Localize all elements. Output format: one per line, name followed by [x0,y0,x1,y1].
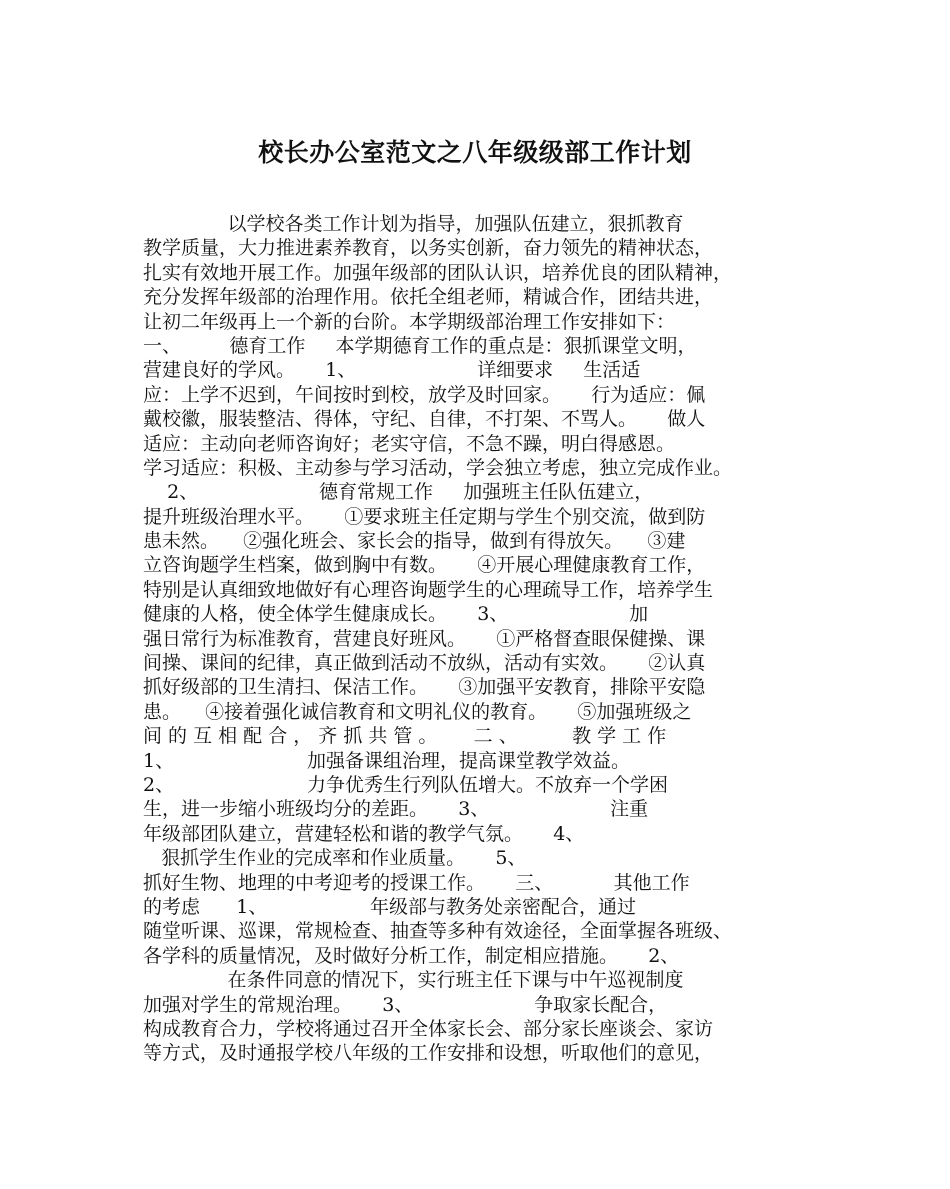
body-text-line: 应：上学不迟到，午间按时到校，放学及时回家。 行为适应：佩 [143,383,706,406]
body-text-line: 特别是认真细致地做好有心理咨询题学生的心理疏导工作，培养学生 [143,578,714,601]
body-text-line: 年级部团队建立，营建轻松和谐的教学气氛。 4、 [143,822,585,845]
body-text-line: 2、 力争优秀生行列队伍增大。不放弃一个学困 [143,773,668,796]
body-text-line: 等方式，及时通报学校八年级的工作安排和设想，听取他们的意见， [143,1042,714,1065]
body-text-line: 让初二年级再上一个新的台阶。本学期级部治理工作安排如下： [143,310,676,333]
body-text-line: 间操、课间的纪律，真正做到活动不放纵，活动有实效。 ②认真 [143,652,706,675]
body-text-line: 间 的 互 相 配 合 ， 齐 抓 共 管 。 二 、 教 学 工 作 [143,725,667,748]
body-text-line: 充分发挥年级部的治理作用。依托全组老师，精诚合作，团结共进， [143,286,714,309]
body-text-line: 扎实有效地开展工作。加强年级部的团队认识，培养优良的团队精神， [143,261,733,284]
body-text-line: 1、 加强备课组治理，提高课堂教学效益。 [143,749,630,772]
body-text-line: 2、 德育常规工作 加强班主任队伍建立， [143,481,654,504]
body-text-line: 适应：主动向老师咨询好；老实守信，不急不躁，明白得感恩。 [143,432,676,455]
body-text-line: 强日常行为标准教育，营建良好班风。 ①严格督查眼保健操、课 [143,627,706,650]
body-text-line: 构成教育合力，学校将通过召开全体家长会、部分家长座谈会、家访 [143,1017,714,1040]
body-text-line: 狠抓学生作业的完成率和作业质量。 5、 [143,847,527,870]
body-text-line: 患。 ④接着强化诚信教育和文明礼仪的教育。 ⑤加强班级之 [143,700,692,723]
body-text-line: 各学科的质量情况，及时做好分析工作，制定相应措施。 2、 [143,944,680,967]
body-text-line: 营建良好的学风。 1、 详细要求 生活适 [143,359,641,382]
body-text-line: 教学质量，大力推进素养教育，以务实创新，奋力领先的精神状态， [143,237,714,260]
document-title: 校长办公室范文之八年级级部工作计划 [258,138,692,167]
body-text-line: 生，进一步缩小班级均分的差距。 3、 注重 [143,798,649,821]
document-body [143,212,813,1066]
body-text-line: 学习适应：积极、主动参与学习活动，学会独立考虑，独立完成作业。 [143,456,733,479]
body-text-line: 的考虑 1、 年级部与教务处亲密配合，通过 [143,895,636,918]
body-text-line: 随堂听课、巡课，常规检查、抽查等多种有效途径，全面掌握各班级、 [143,920,733,943]
body-text-line: 戴校徽，服装整洁、得体，守纪、自律，不打架、不骂人。 做人 [143,408,706,431]
body-text-line: 在条件同意的情况下，实行班主任下课与中午巡视制度 [143,969,684,992]
body-text-line: 加强对学生的常规治理。 3、 争取家长配合， [143,993,668,1016]
body-text-line: 立咨询题学生档案，做到胸中有数。 ④开展心理健康教育工作， [143,554,706,577]
body-text-line: 患未然。 ②强化班会、家长会的指导，做到有得放矢。 ③建 [143,530,686,553]
body-text-line: 提升班级治理水平。 ①要求班主任定期与学生个别交流，做到防 [143,505,706,528]
body-text-line: 一、 德育工作 本学期德育工作的重点是：狠抓课堂文明， [143,334,697,357]
body-text-line: 抓好级部的卫生清扫、保洁工作。 ③加强平安教育，排除平安隐 [143,676,706,699]
body-text-line: 抓好生物、地理的中考迎考的授课工作。 三、 其他工作 [143,871,690,894]
body-text-line: 健康的人格，使全体学生健康成长。 3、 加 [143,603,649,626]
body-text-line: 以学校各类工作计划为指导，加强队伍建立，狠抓教育 [143,213,684,235]
